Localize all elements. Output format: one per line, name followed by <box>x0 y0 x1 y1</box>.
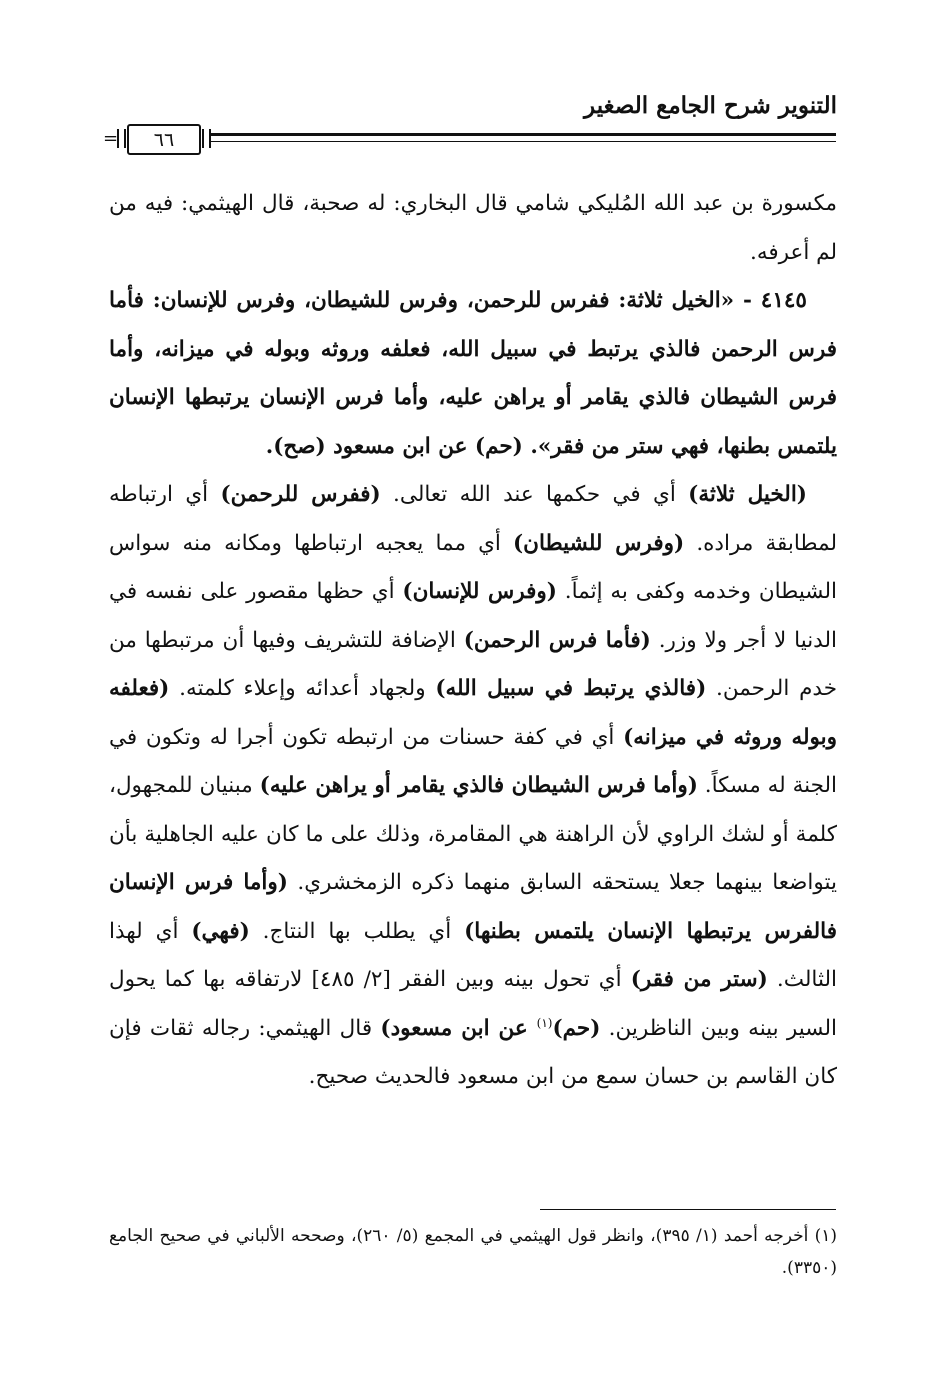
commentary-text: أي ارتباطه لمطابقة مراده. <box>109 482 838 556</box>
commentary-lemma: (فأما فرس الرحمن) <box>463 627 651 653</box>
commentary-lemma: (فالذي يرتبط في سبيل الله) <box>435 676 707 701</box>
commentary-lemma: (وفرس للإنسان) <box>402 579 557 604</box>
commentary-text: قال الهيثمي: رجاله ثقات فإن كان القاسم بن حسان سمع من ابن مسعود فالحديث صحيح. <box>109 1015 837 1089</box>
commentary-lemma: (الخيل ثلاثة) <box>688 482 807 507</box>
commentary-text: أي في كفة حسنات من ارتبطه تكون أجرا له وتكون في الجنة له مسكاً. <box>109 724 838 798</box>
header-rule-thin <box>210 141 836 142</box>
commentary-paragraph <box>109 471 837 1102</box>
commentary-lemma: (وفرس للشيطان) <box>513 530 685 556</box>
commentary-text: ولجهاد أعدائه وإعلاء كلمته. <box>169 676 436 701</box>
commentary-lemma: (فهي) <box>191 918 250 944</box>
main-text <box>109 180 837 1102</box>
header-rule-thick <box>210 133 836 136</box>
commentary-text: مبنيان للمجهول، كلمة أو لشك الراوي لأن الراهنة هي المقامرة، وذلك على ما كان عليه الجاهلية بأن يتواضعا بينهما جعلا يستحقه السابق منهما ذكره الزمخشري. <box>109 773 837 895</box>
footnote <box>109 1220 837 1284</box>
commentary-text: أي في حكمها عند الله تعالى. <box>380 482 689 507</box>
commentary-text: أي حظها مقصور على نفسه في الدنيا لا أجر ولا وزر. <box>109 579 837 653</box>
hadith-paragraph <box>109 277 837 471</box>
header-dash: = <box>103 128 119 149</box>
commentary-text: أي يطلب بها النتاج. <box>249 918 465 944</box>
page-number: ٦٦ <box>153 128 175 151</box>
paragraph-continuation: مكسورة بن عبد الله المُليكي شامي قال البخاري: له صحبة، قال الهيثمي: فيه من لم أعرفه. <box>109 191 837 265</box>
commentary-lemma: (ففرس للرحمن) <box>220 482 381 507</box>
commentary-lemma: (ستر من فقر) <box>630 967 768 992</box>
commentary-text: أي تحول بينه وبين الفقر [٢/ ٤٨٥] لارتفاقه بها كما يحول السير بينه وبين الناظرين. <box>109 967 837 1041</box>
commentary-lemma: (فعلفه وبوله وروثه في ميزانه) <box>109 676 838 750</box>
commentary-lemma: عن ابن مسعود) <box>380 1015 537 1041</box>
hadith-text: «الخيل ثلاثة: ففرس للرحمن، وفرس للشيطان، وفرس للإنسان: فأما فرس الرحمن فالذي يرتبط في سبيل الله، فعلفه وروثه وبوله في ميزانه، وأما فرس الشيطان فالذي يقامر أو يراهن عليه، وأما فرس الإنسان يرتبطها الإنسان يلتمس بطنها، فهي ستر من فقر». <box>109 288 837 459</box>
footnote-marker[interactable]: (١) <box>536 1015 553 1030</box>
hadith-source: (حم) عن ابن مسعود (صح). <box>265 433 531 459</box>
commentary-text: أي مما يعجبه ارتباطها ومكانه منه سواس الشيطان وخدمه وكفى به إثماً. <box>109 530 838 604</box>
source-abbrev: (حم) <box>552 1015 601 1041</box>
hadith-number: ٤١٤٥ - <box>734 288 807 313</box>
commentary-text: أي لهذا الثالث. <box>109 918 837 992</box>
page-number-box <box>127 124 201 155</box>
commentary-text: الإضافة للتشريف وفيها أن مرتبطها من خدم الرحمن. <box>109 627 837 701</box>
footnote-text: (١) أخرجه أحمد (١/ ٣٩٥)، وانظر قول الهيثمي في المجمع (٥/ ٢٦٠)، وصححه الألباني في صحيح الجامع (٣٣٥٠). <box>109 1226 838 1278</box>
commentary-lemma: (وأما فرس الشيطان فالذي يقامر أو يراهن عليه) <box>259 773 698 798</box>
footnote-rule <box>540 1209 836 1210</box>
commentary-lemma: (وأما فرس الإنسان فالفرس يرتبطها الإنسان يلتمس بطنها) <box>109 870 837 944</box>
running-title: التنوير شرح الجامع الصغير <box>584 92 837 119</box>
